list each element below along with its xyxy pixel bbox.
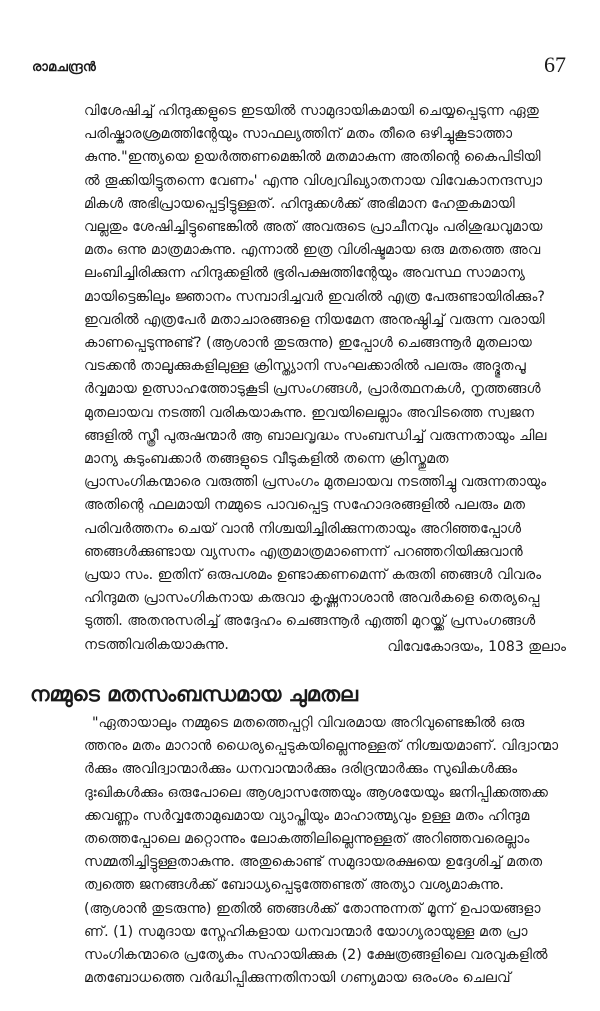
text-line: (ആശാൻ തുടരുന്നു) ഇതിൽ ഞങ്ങൾക്ക് തോന്നുന്നത് മൂന്ന് ഉപായങ്ങളാ bbox=[84, 900, 541, 917]
text-line: ദുഃഖികൾക്കും ഒരുപോലെ ആശ്വാസത്തേയും ആശയേയും ജനിപ്പിക്കത്തക്ക bbox=[84, 784, 549, 801]
text-line: വടക്കൻ താലൂക്കുകളിലുള്ള ക്രിസ്ത്യാനി സംഘക്കാരിൽ പലരും അദ്ഭുതപൂ bbox=[84, 358, 526, 375]
text-line: കാണപ്പെടുന്നുണ്ട്? (ആശാൻ തുടരുന്നു) ഇപ്പോൾ ചെങ്ങന്നൂർ മുതലായ bbox=[84, 335, 532, 352]
text-line: മുതലായവ നടത്തി വരികയാകുന്നു. ഇവയിലെല്ലാം അവിടത്തെ സ്വജന bbox=[84, 404, 535, 421]
article-1-source: വിവേകോദയം, 1083 തുലാം bbox=[387, 639, 566, 655]
text-line: സംഗികന്മാരെ പ്രത്യേകം സഹായിക്കുക (2) ക്ഷേത്രങ്ങളിലെ വരവുകളിൽ bbox=[84, 947, 548, 964]
text-line: ത്വത്തെ ജനങ്ങൾക്ക് ബോധ്യപ്പെടുത്തേണ്ടത് അത്യാ വശ്യമാകുന്നു. bbox=[84, 877, 504, 894]
text-line: മതം ഒന്നു മാത്രമാകുന്നു. എന്നാൽ ഇത്ര വിശിഷ്ടമായ ഒരു മതത്തെ അവ bbox=[84, 242, 541, 259]
text-line: വിശേഷിച്ച് ഹിന്ദുക്കളുടെ ഇടയിൽ സാമുദായികമായി ചെയ്യപ്പെടുന്ന ഏതു bbox=[84, 103, 539, 119]
text-line: "ഏതായാലും നമ്മുടെ മതത്തെപ്പറ്റി വിവരമായ അറിവുണ്ടെങ്കിൽ ഒരു bbox=[92, 715, 525, 731]
text-line: ങ്ങളിൽ സ്ത്രീ പുരുഷന്മാർ ആ ബാലവൃദ്ധം സംബന്ധിച്ച് വരുന്നതായും ചില bbox=[84, 427, 547, 444]
running-head: രാമചന്ദ്രൻ bbox=[32, 60, 96, 75]
text-line: മികൾ അഭിപ്രായപ്പെട്ടിട്ടുള്ളത്. ഹിന്ദുക്കൾക്ക് അഭിമാന ഹേതുകമായി bbox=[84, 195, 515, 212]
text-line: തത്തെപ്പോലെ മറ്റൊന്നും ലോകത്തിലില്ലെന്നുള്ളത് അറിഞ്ഞവരെല്ലാം bbox=[84, 831, 530, 848]
text-line: ലംബിച്ചിരിക്കുന്ന ഹിന്ദുക്കളിൽ ഭൂരിപക്ഷത്തിന്റേയും അവസ്ഥ സാമാന്യ bbox=[84, 265, 526, 282]
article-1-body bbox=[84, 100, 568, 657]
text-line: ർവ്വമായ ഉത്സാഹത്തോടുകൂടി പ്രസംഗങ്ങൾ, പ്രാർത്ഥനകൾ, നൃത്തങ്ങൾ bbox=[84, 381, 541, 398]
text-line: മതബോധത്തെ വർദ്ധിപ്പിക്കുന്നതിനായി ഗണ്യമായ ഒരംശം ചെലവ് bbox=[84, 970, 511, 987]
text-line: മാന്യ കുടുംബക്കാർ തങ്ങളുടെ വീടുകളിൽ തന്നെ ക്രിസ്തുമത bbox=[84, 451, 449, 468]
text-line: ത്തനും മതം മാറാൻ ധൈര്യപ്പെടുകയില്ലെന്നുള്ളത് നിശ്ചയമാണ്. വിദ്വാന്മാ bbox=[84, 738, 559, 755]
text-line: പ്രാസംഗികന്മാരെ വരുത്തി പ്രസംഗം മുതലായവ നടത്തിച്ചു വരുന്നതായും bbox=[84, 474, 547, 491]
text-line: ഞങ്ങൾക്കുണ്ടായ വ്യസനം എത്രമാത്രമാണെന്ന് പറഞ്ഞറിയിക്കുവാൻ bbox=[84, 543, 523, 560]
page-number: 67 bbox=[544, 52, 566, 77]
text-line: വല്ലതും ശേഷിച്ചിട്ടുണ്ടെങ്കിൽ അത് അവരുടെ പ്രാചീനവും പരിശുദ്ധവുമായ bbox=[84, 219, 543, 236]
text-line: ഹിന്ദുമത പ്രാസംഗികനായ കരുവാ കൃഷ്ണനാശാൻ അവർകളെ തെര്യപ്പെ bbox=[84, 590, 540, 607]
text-line: ണ്. (1) സമുദായ സ്നേഹികളായ ധനവാന്മാർ യോഗ്യരായുള്ള മത പ്രാ bbox=[84, 923, 528, 940]
text-line: ക്കവണ്ണം സർവ്വതോമുഖമായ വ്യാപ്തിയും മാഹാത്മ്യവും ഉള്ള മതം ഹിന്ദുമ bbox=[84, 807, 530, 824]
text-line: ഇവരിൽ എത്രപേർ മതാചാരങ്ങളെ നിയമേന അനുഷ്ഠിച്ച് വരുന്ന വരായി bbox=[84, 311, 545, 328]
text-line: പരിവർത്തനം ചെയ് വാൻ നിശ്ചയിച്ചിരിക്കുന്നതായും അറിഞ്ഞപ്പോൾ bbox=[84, 520, 522, 537]
article-2-body bbox=[84, 712, 568, 990]
text-line: നടത്തിവരികയാകുന്നു. bbox=[84, 636, 229, 653]
text-line: ർക്കും അവിദ്വാന്മാർക്കും ധനവാന്മാർക്കും ദരിദ്രന്മാർക്കും സുഖികൾക്കും bbox=[84, 761, 518, 778]
text-line: കുന്നു."ഇന്ത്യയെ ഉയർത്തണമെങ്കിൽ മതമാകുന്ന അതിന്റെ കൈപിടിയി bbox=[84, 149, 541, 166]
text-line: പ്രയാ സം. ഇതിന് ഒരുപശമം ഉണ്ടാക്കണമെന്ന് കരുതി ഞങ്ങൾ വിവരം bbox=[84, 567, 542, 584]
text-line: അതിന്റെ ഫലമായി നമ്മുടെ പാവപ്പെട്ട സഹോദരങ്ങളിൽ പലരും മത bbox=[84, 497, 526, 514]
text-line: മായിട്ടെങ്കിലും ജ്ഞാനം സമ്പാദിച്ചവർ ഇവരിൽ എത്ര പേരുണ്ടായിരിക്കും? bbox=[84, 288, 545, 305]
section-title: നമ്മുടെ മതസംബന്ധമായ ചുമതല bbox=[30, 682, 358, 706]
text-line: ടുത്തി. അതനുസരിച്ച് അദ്ദേഹം ചെങ്ങന്നൂർ എത്തി മുറയ്ക്ക് പ്രസംഗങ്ങൾ bbox=[84, 613, 536, 630]
text-line: പരിഷ്കാരശ്രമത്തിന്റേയും സാഫല്യത്തിന് മതം തീരെ ഒഴിച്ചുകൂടാത്താ bbox=[84, 126, 513, 143]
text-line: സമ്മതിച്ചിട്ടുള്ളതാകുന്നു. അതുകൊണ്ട് സമുദായരക്ഷയെ ഉദ്ദേശിച്ച് മതത bbox=[84, 854, 543, 871]
text-line: ൽ തൂക്കിയിട്ടുതന്നെ വേണം' എന്നു വിശ്വവിഖ്യാതനായ വിവേകാനന്ദസ്വാ bbox=[84, 172, 543, 189]
